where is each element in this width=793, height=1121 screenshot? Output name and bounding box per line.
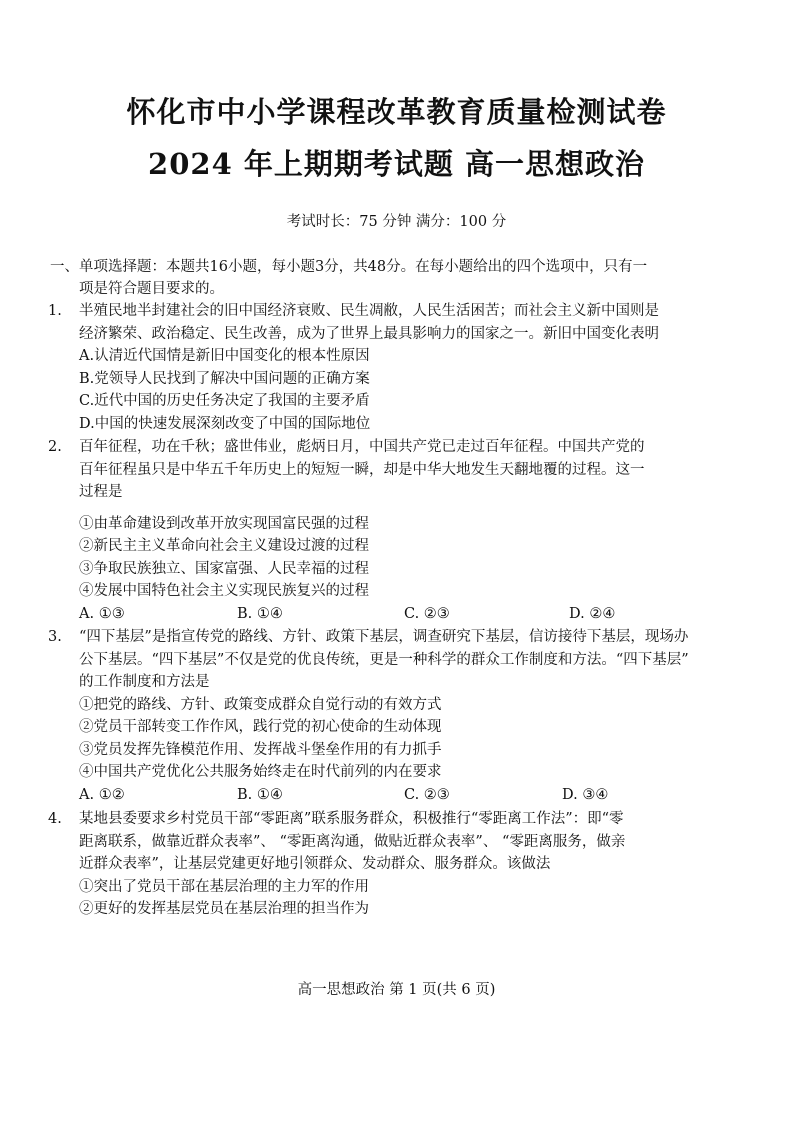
question-stem-line: 经济繁荣、政治稳定、民生改善，成为了世界上最具影响力的国家之一。新旧中国变化表明 <box>79 325 659 342</box>
question-stem-line: 百年征程虽只是中华五千年历史上的短短一瞬，却是中华大地发生天翻地覆的过程。这一 <box>79 461 645 478</box>
page-footer: 高一思想政治 第 1 页(共 6 页) <box>297 982 496 998</box>
question-number: 3. <box>48 629 62 645</box>
statement-item: ③争取民族独立、国家富强、人民幸福的过程 <box>79 560 369 577</box>
statement-item: ②新民主主义革命向社会主义建设过渡的过程 <box>79 538 369 554</box>
question-stem-line: 半殖民地半封建社会的旧中国经济衰败、民生凋敝，人民生活困苦；而社会主义新中国则是 <box>79 303 659 319</box>
option-a: A. ①② <box>79 786 125 803</box>
choice-b: B.党领导人民找到了解决中国问题的正确方案 <box>79 370 370 387</box>
choice-c: C.近代中国的历史任务决定了我国的主要矛盾 <box>79 393 370 409</box>
exam-subtitle: 2024 年上期期考试题 高一思想政治 <box>148 147 645 181</box>
statement-item: ②党员干部转变工作作风，践行党的初心使命的生动体现 <box>79 719 442 735</box>
question-stem-line: 近群众表率”，让基层党建更好地引领群众、发动群众、服务群众。该做法 <box>79 856 551 872</box>
question-4 <box>48 808 755 921</box>
option-b: B. ①④ <box>237 605 283 622</box>
answer-options <box>79 784 755 807</box>
question-stem-line: 百年征程，功在千秋；盛世伟业，彪炳日月，中国共产党已走过百年征程。中国共产党的 <box>79 439 645 455</box>
question-stem-line: 公下基层。“四下基层”不仅是党的优良传统，更是一种科学的群众工作制度和方法。“四下基层” <box>79 651 689 668</box>
option-c: C. ②③ <box>404 786 450 803</box>
statement-item: ①突出了党员干部在基层治理的主力军的作用 <box>79 878 369 895</box>
question-2 <box>48 436 755 625</box>
option-d: D. ③④ <box>562 786 609 803</box>
section-line: 一、单项选择题：本题共16小题，每小题3分，共48分。在每小题给出的四个选项中，只有一 <box>50 259 648 275</box>
question-stem-line: 过程是 <box>79 484 123 500</box>
section-instructions <box>50 256 755 300</box>
question-1 <box>48 300 755 435</box>
choice-a: A.认清近代国情是新旧中国变化的根本性原因 <box>79 348 370 364</box>
question-number: 2. <box>48 439 62 455</box>
question-3 <box>48 626 755 806</box>
choice-d: D.中国的快速发展深刻改变了中国的国际地位 <box>79 415 371 432</box>
question-stem-line: 的工作制度和方法是 <box>79 674 210 690</box>
statement-item: ①把党的路线、方针、政策变成群众自觉行动的有效方式 <box>79 696 442 713</box>
statement-item: ④发展中国特色社会主义实现民族复兴的过程 <box>79 583 369 599</box>
question-stem-line: “四下基层”是指宣传党的路线、方针、政策下基层，调查研究下基层，信访接待下基层，现场办 <box>79 629 689 645</box>
statement-item: ④中国共产党优化公共服务始终走在时代前列的内在要求 <box>79 764 442 780</box>
question-number: 1. <box>48 303 62 319</box>
question-number: 4. <box>48 811 62 827</box>
statement-item: ②更好的发挥基层党员在基层治理的担当作为 <box>79 901 369 917</box>
section-line: 项是符合题目要求的。 <box>79 281 224 297</box>
option-d: D. ②④ <box>569 605 616 622</box>
exam-info: 考试时长：75 分钟 满分：100 分 <box>286 214 507 230</box>
exam-title: 怀化市中小学课程改革教育质量检测试卷 <box>126 95 667 129</box>
statement-item: ③党员发挥先锋模范作用、发挥战斗堡垒作用的有力抓手 <box>79 741 442 758</box>
option-b: B. ①④ <box>237 786 283 803</box>
question-stem-line: 距离联系，做靠近群众表率”、 “零距离沟通，做贴近群众表率”、 “零距离服务，做亲 <box>79 833 626 850</box>
statement-item: ①由革命建设到改革开放实现国富民强的过程 <box>79 515 369 532</box>
option-a: A. ①③ <box>79 605 125 622</box>
question-stem-line: 某地县委要求乡村党员干部“零距离”联系服务群众，积极推行“零距离工作法”：即“零 <box>79 811 624 827</box>
option-c: C. ②③ <box>404 605 450 622</box>
answer-options <box>79 603 755 626</box>
